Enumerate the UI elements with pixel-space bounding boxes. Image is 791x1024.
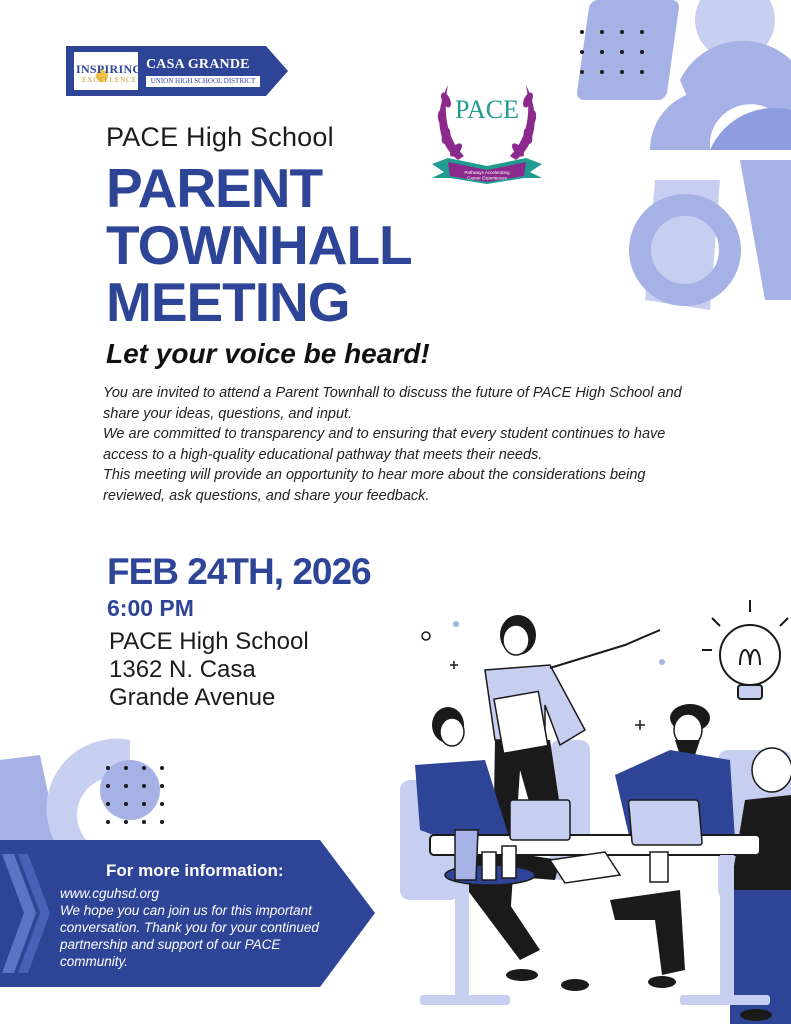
event-location — [109, 628, 309, 712]
district-logo — [66, 46, 290, 96]
event-date: FEB 24TH, 2026 — [107, 551, 371, 592]
title-line-3: MEETING — [106, 271, 350, 333]
pitcher-icon — [455, 830, 478, 880]
info-body — [60, 885, 322, 970]
ribbon-line1: Pathways Accelerating — [464, 170, 510, 175]
district-subtitle: UNION HIGH SCHOOL DISTRICT — [146, 76, 260, 87]
info-message: We hope you can join us for this important conversation. Thank you for your continued partnership and support of our PACE community. — [60, 903, 319, 969]
location-line-1: PACE High School — [109, 628, 309, 655]
event-time: 6:00 PM — [107, 595, 194, 621]
meeting-illustration — [400, 590, 791, 1024]
intro-text — [103, 383, 703, 506]
lightbulb-icon — [702, 600, 788, 699]
decorative-shapes-bottom — [0, 700, 220, 850]
intro-paragraph-3: This meeting will provide an opportunity to hear more about the considerations being reviewed, ask questions, and share your feedback. — [103, 467, 646, 504]
district-name: CASA GRANDE — [146, 57, 250, 72]
title-line-2: TOWNHALL — [106, 214, 412, 276]
district-slogan-top: INSPIRING — [76, 62, 143, 76]
location-line-3: Grande Avenue — [109, 684, 276, 711]
title-line-1: PARENT — [106, 157, 323, 219]
pace-logo — [428, 60, 546, 188]
tagline: Let your voice be heard! — [106, 338, 430, 369]
intro-paragraph-1: You are invited to attend a Parent Townhall to discuss the future of PACE High School and share your ideas, questions, and input. — [103, 385, 682, 422]
district-slogan-bottom: EXCELLENCE — [82, 76, 138, 84]
school-heading: PACE High School — [106, 122, 334, 152]
location-line-2: 1362 N. Casa — [109, 656, 256, 683]
website-link[interactable]: www.cguhsd.org — [60, 886, 160, 901]
info-heading: For more information: — [106, 861, 284, 880]
ribbon-line2: Career Experiences — [467, 175, 507, 181]
decorative-shapes-top — [560, 0, 791, 340]
pace-wordmark: PACE — [454, 95, 520, 124]
intro-paragraph-2: We are committed to transparency and to ensuring that every student continues to have access to a high-quality educational pathway that meets their needs. — [103, 426, 666, 463]
district-logo-arrow — [266, 46, 288, 96]
page-title — [106, 157, 412, 333]
